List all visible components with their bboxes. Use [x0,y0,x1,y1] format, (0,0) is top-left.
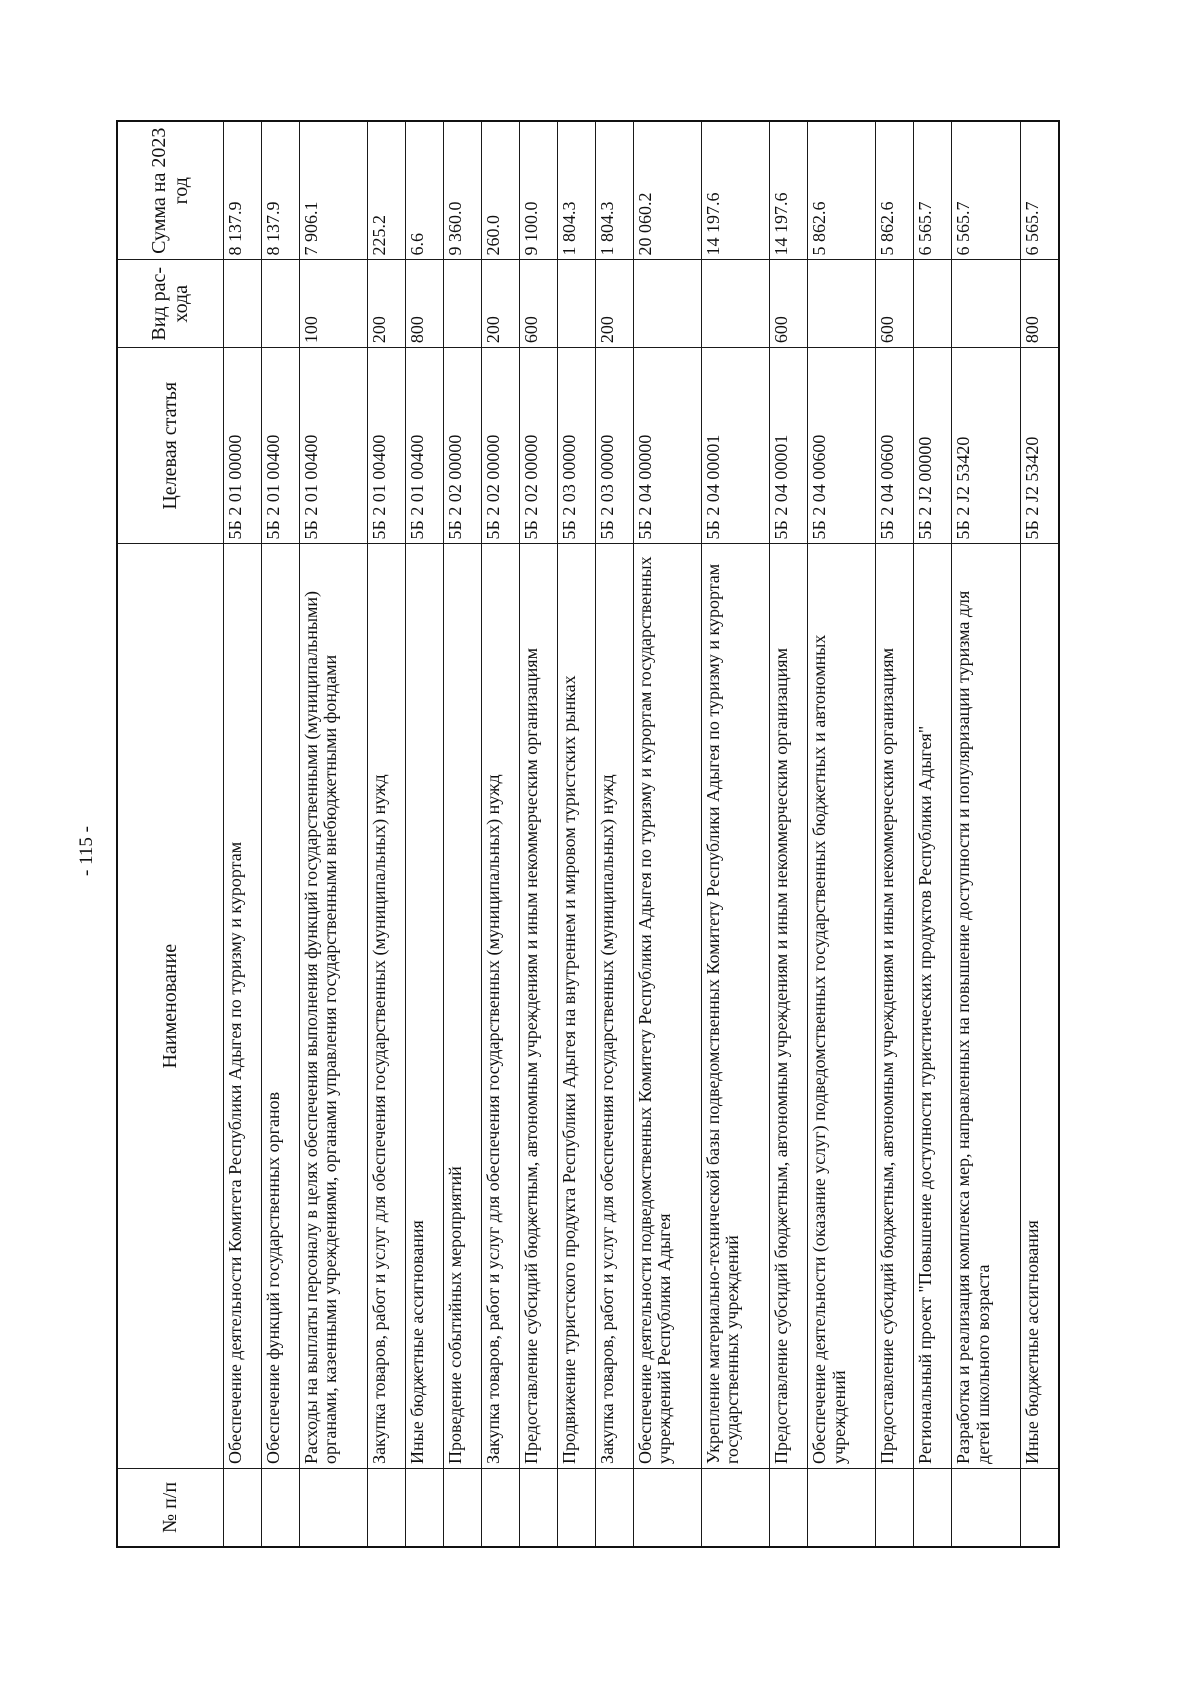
row-expense: 800 [405,260,443,348]
row-name: Закупка товаров, работ и услуг для обеспечения государственных (муниципальных) нужд [595,544,633,1468]
row-sum: 8 137.9 [261,121,299,260]
table-row [808,121,876,1547]
row-sum: 5 862.6 [808,121,876,260]
header-row [117,121,223,1547]
row-num [914,1468,952,1547]
page-number: - 115 - [76,826,97,876]
row-sum: 6 565.7 [1020,121,1059,260]
budget-table [116,120,1060,1548]
row-name: Иные бюджетные ассигнования [405,544,443,1468]
row-num [1020,1468,1059,1547]
row-num [443,1468,481,1547]
row-expense: 200 [595,260,633,348]
row-num [519,1468,557,1547]
row-expense: 100 [299,260,367,348]
row-num [557,1468,595,1547]
row-sum: 5 862.6 [876,121,914,260]
row-expense [701,260,769,348]
row-name: Обеспечение деятельности (оказание услуг) подведомственных государственных бюджетных и автономных учреждений [808,544,876,1468]
row-expense: 600 [876,260,914,348]
header-num: № п/п [117,1468,223,1547]
row-sum: 6.6 [405,121,443,260]
row-expense [261,260,299,348]
row-article: 5Б 2 01 00000 [223,348,261,544]
row-sum: 20 060.2 [633,121,701,260]
row-name: Обеспечение деятельности Комитета Республики Адыгея по туризму и курортам [223,544,261,1468]
row-article: 5Б 2 02 00000 [481,348,519,544]
row-expense [952,260,1020,348]
table-row [633,121,701,1547]
row-expense [223,260,261,348]
row-article: 5Б 2 04 00001 [701,348,769,544]
row-expense: 600 [770,260,808,348]
row-expense [808,260,876,348]
table-row [952,121,1020,1547]
table-row [443,121,481,1547]
row-article: 5Б 2 03 00000 [557,348,595,544]
row-expense [443,260,481,348]
row-name: Обеспечение деятельности подведомственных Комитету Республики Адыгея по туризму и курортам государственных учреждений Республики Адыгея [633,544,701,1468]
header-expense: Вид рас-хода [117,260,223,348]
row-name: Расходы на выплаты персоналу в целях обеспечения выполнения функций государственными (муниципальными) органами, казенными учреждениями, органами управления государственными внебюджетными фондами [299,544,367,1468]
table-row [367,121,405,1547]
row-num [770,1468,808,1547]
table-row [405,121,443,1547]
row-article: 5Б 2 J2 00000 [914,348,952,544]
row-name: Закупка товаров, работ и услуг для обеспечения государственных (муниципальных) нужд [367,544,405,1468]
row-expense: 800 [1020,260,1059,348]
table-row [770,121,808,1547]
row-article: 5Б 2 04 00000 [633,348,701,544]
row-name: Укрепление материально-технической базы подведомственных Комитету Республики Адыгея по туризму и курортам государственных учреждений [701,544,769,1468]
table-row [481,121,519,1547]
row-num [481,1468,519,1547]
row-name: Разработка и реализация комплекса мер, направленных на повышение доступности и популяризации туризма для детей школьного возраста [952,544,1020,1468]
row-article: 5Б 2 04 00600 [808,348,876,544]
row-sum: 8 137.9 [223,121,261,260]
table-row [299,121,367,1547]
row-num [367,1468,405,1547]
table-row [557,121,595,1547]
table-row [876,121,914,1547]
row-sum: 14 197.6 [701,121,769,260]
row-sum: 6 565.7 [952,121,1020,260]
row-num [701,1468,769,1547]
table-row [701,121,769,1547]
row-sum: 1 804.3 [595,121,633,260]
row-article: 5Б 2 04 00600 [876,348,914,544]
row-name: Обеспечение функций государственных органов [261,544,299,1468]
row-num [595,1468,633,1547]
row-name: Региональный проект "Повышение доступности туристических продуктов Республики Адыгея" [914,544,952,1468]
row-expense: 200 [481,260,519,348]
row-article: 5Б 2 02 00000 [519,348,557,544]
row-num [808,1468,876,1547]
table-row [519,121,557,1547]
row-sum: 1 804.3 [557,121,595,260]
row-name: Закупка товаров, работ и услуг для обеспечения государственных (муниципальных) нужд [481,544,519,1468]
row-num [876,1468,914,1547]
row-num [405,1468,443,1547]
row-num [223,1468,261,1547]
table-row [223,121,261,1547]
row-name: Предоставление субсидий бюджетным, автономным учреждениям и иным некоммерческим организациям [876,544,914,1468]
row-num [633,1468,701,1547]
row-expense [557,260,595,348]
row-name: Предоставление субсидий бюджетным, автономным учреждениям и иным некоммерческим организациям [519,544,557,1468]
row-article: 5Б 2 01 00400 [367,348,405,544]
row-article: 5Б 2 03 00000 [595,348,633,544]
table-row [1020,121,1059,1547]
table-row [595,121,633,1547]
row-expense [633,260,701,348]
row-expense: 600 [519,260,557,348]
header-sum: Сумма на 2023 год [117,121,223,260]
table-row [261,121,299,1547]
row-name: Иные бюджетные ассигнования [1020,544,1059,1468]
row-num [299,1468,367,1547]
row-expense: 200 [367,260,405,348]
row-article: 5Б 2 01 00400 [261,348,299,544]
row-sum: 9 100.0 [519,121,557,260]
row-num [261,1468,299,1547]
row-article: 5Б 2 J2 53420 [1020,348,1059,544]
header-name: Наименование [117,544,223,1468]
row-name: Предоставление субсидий бюджетным, автономным учреждениям и иным некоммерческим организациям [770,544,808,1468]
row-name: Продвижение туристского продукта Республики Адыгея на внутреннем и мировом туристских рынках [557,544,595,1468]
row-sum: 14 197.6 [770,121,808,260]
row-article: 5Б 2 04 00001 [770,348,808,544]
row-article: 5Б 2 02 00000 [443,348,481,544]
row-article: 5Б 2 01 00400 [299,348,367,544]
row-article: 5Б 2 J2 53420 [952,348,1020,544]
row-article: 5Б 2 01 00400 [405,348,443,544]
row-num [952,1468,1020,1547]
budget-table-container [116,120,1060,1548]
table-row [914,121,952,1547]
row-expense [914,260,952,348]
row-name: Проведение событийных мероприятий [443,544,481,1468]
row-sum: 6 565.7 [914,121,952,260]
header-article: Целевая статья [117,348,223,544]
row-sum: 225.2 [367,121,405,260]
row-sum: 9 360.0 [443,121,481,260]
row-sum: 260.0 [481,121,519,260]
row-sum: 7 906.1 [299,121,367,260]
